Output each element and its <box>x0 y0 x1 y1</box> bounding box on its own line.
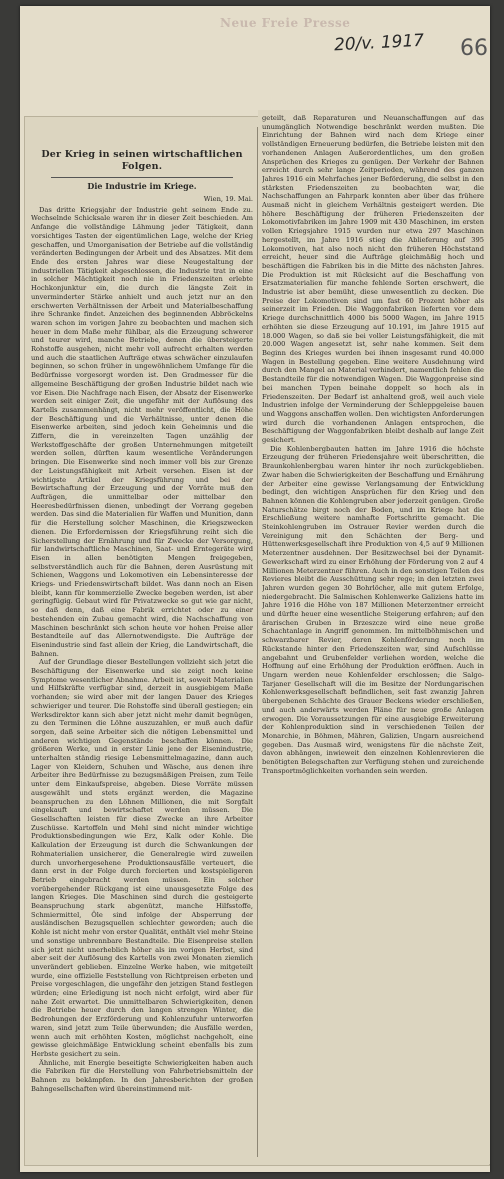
title-rule <box>51 177 233 178</box>
right-clipping <box>258 110 490 1164</box>
paragraph: Die Kohlenbergbauten hatten im Jahre 1916 die höchste Erzeugung der früheren Friedensjahre weit überschritten, die Braunkohlenbergbau waren hinter ihr noch zurückgeblieben. Zwar haben die Schwierigkeiten der Beschaffung und Ernährung der Arbeiter eine gewisse Verlangsamung der Entwicklung bedingt, den wichtigen Ansprüchen für den Krieg und den Bahnen können die Kohlengruben aber jederzeit genügen. Große Naturschätze birgt noch der Boden, und im Kriege hat die Erschließung weitere namhafte Fortschritte gemacht. Die Steinkohlengruben im Ostrauer Revier werden durch die Vereinigung mit den Schächten der Berg- und Hüttenwerksgesellschaft ihre Produktion von 4,5 auf 9 Millionen Meterzentner ausdehnen. Der Besitzwechsel bei der Dynamit-Gewerkschaft wird zu einer Erhöhung der Förderung von 2 auf 4 Millionen Meterzentner führen. Auch in den sonstigen Teilen des Revieres bleibt die Ausschüttung sehr rege; in den letzten zwei Jahren wurden gegen 30 Bohrlöcher, alle mit gutem Erfolge, niedergebracht. Die Salmischen Kohlenwerke Galiziens hatte im Jahre 1916 die Höhe von 187 Millionen Meterzentner erreicht und dürfte heuer eine wesentliche Steigerung erfahren; auf den ärarischen Gruben in Brzeszcze wird eine neue große Schachtanlage in Angriff genommen. Im mittelböhmischen und schwarzbarer Revier, deren Kohlenförderung noch im Rückstande hinter den Friedenszeiten war, sind Aufschlüsse angebahnt und Grubenfelder verliehen worden, welche die Hoffnung auf eine Erhöhung der Produktion eröffnen. Auch in Ungarn werden neue Kohlenfelder erschlossen; die Salgo-Tarjaner Gesellschaft will die im Besitze der Nordungarischen Kohlenwerksgesellschaft befindlichen, seit fast zwanzig Jahren übergebenen Schächte des Grauer Beckens wieder erschließen, und auch anderwärts werden Pläne für neue große Anlagen erwogen. Die Voraussetzungen für eine ausgiebige Erweiterung der Kohlenproduktion sind in verschiedenen Teilen der Monarchie, in Böhmen, Mähren, Galizien, Ungarn ausreichend gegeben. Das Ausmaß wird, wenigstens für die nächste Zeit, davon abhängen, inwieweit den einzelnen Kohlenrevieren die benötigten Belegschaften zur Verfügung stehen und zureichende Transportmöglichkeiten vorhanden sein werden. <box>262 444 484 775</box>
dateline: Wien, 19. Mai. <box>203 195 253 204</box>
paragraph: Auf der Grundlage dieser Bestellungen vollzieht sich jetzt die Beschäftigung der Eisenwerke und sie zeigt noch keine Symptome wesentlicher Abnahme. Arbeit ist, soweit Materialien und Hilfskräfte verfügbar sind, derzeit in ausgiebigem Maße vorhanden; sie wird aber mit der langen Dauer des Krieges schwieriger und teurer. Die Rohstoffe sind überall gestiegen; ein Werksdirektor kann sich aber jetzt nicht mehr damit begnügen, zu den Terminen die Löhne auszuzahlen, er muß auch dafür sorgen, daß seine Arbeiter sich die nötigen Lebensmittel und anderen wichtigen Gegenstände beschaffen können. Die größeren Werke, und in erster Linie jene der Eisenindustrie, unterhalten ständig riesige Lebensmittelmagazine, dann auch Lager von Kleidern, Schuhen und Wäsche, aus denen ihre Arbeiter ihre Bedürfnisse zu bezugsmäßigen Preisen, zum Teile unter dem Einkaufspreise, abgeben. Diese Vorräte müssen ausgewählt und stets ergänzt werden, die Magazine beanspruchen zu den Löhnen Millionen, die mit Sorgfalt eingekauft und bewirtschaftet werden müssen. Die Gesellschaften leisten für diese Zwecke an ihre Arbeiter Zuschüsse. Kartoffeln und Mehl sind nicht minder wichtige Produktionsbedingungen wie Erz, Kalk oder Kohle. Die Kalkulation der Erzeugung ist durch die Schwankungen der Rohmaterialien unsicherer, die Generalregie wird zuweilen durch unvorhergesehene Produktionsausfälle verteuert, die dann erst in der Folge durch forcierten und kostspieligeren Betrieb eingebracht werden müssen. Ein solcher vorübergehender Rückgang ist eine unausgesetzte Folge des langen Krieges. Die Maschinen sind durch die gesteigerte Beanspruchung stark abgenützt, manche Hilfsstoffe, Schmiermittel, Öle sind infolge der Absperrung der ausländischen Bezugsquellen schlechter geworden; auch die Kohle ist nicht mehr von erster Qualität, enthält viel mehr Steine und sonstige unbrennbare Bestandteile. Die Eisenpreise stellen sich jetzt nicht unerheblich höher als im vorigen Herbst, sind aber seit der Auflösung des Kartells von zwei Monaten ziemlich unverändert geblieben. Einzelne Werke haben, wie mitgeteilt wurde, eine offizielle Feststellung von Richtpreisen erbeten und Preise vorgeschlagen, die ungefähr den jetzigen Stand festlegen würden; eine Erledigung ist noch nicht erfolgt, wird aber für nahe Zeit erwartet. Die unmittelbaren Schwierigkeiten, denen die Betriebe heuer durch den langen strengen Winter, die Bedrohungen der Erzförderung und Kohlenzufuhr unterworfen waren, sind jetzt zum Teile überwunden; die Ausfälle werden, wenn auch mit erhöhten Kosten, möglichst nachgeholt, eine gewisse gleichmäßige Entwicklung scheint ebenfalls bis zum Herbste gesichert zu sein. <box>31 658 253 1058</box>
left-column <box>31 123 253 1159</box>
paragraph: geteilt, daß Reparaturen und Neuanschaffungen auf das unumgänglich Notwendige beschränkt werden mußten. Die Einrichtung der Bahnen wird nach dem Kriege einer vollständigen Erneuerung bedürfen, die Betriebe leisten mit den vorhandenen Anlagen Außerordentliches, um den großen Ansprüchen des Krieges zu genügen. Der Verkehr der Bahnen erreicht durch sehr lange Zeitperioden, während des ganzen Jahres 1916 ein Mehrfaches jener Beförderung, die selbst in den stärksten Friedenszeiten zu beobachten war, die Nachschaffungen an Fahrpark konnten aber über das frühere Ausmaß nicht in gleichem Verhältnis gesteigert werden. Die höhere Beschäftigung der früheren Friedenszeiten der Lokomotivfabriken im Jahre 1909 mit 430 Maschinen, im ersten vollen Kriegsjahre 1915 wurden nur etwa 297 Maschinen hergestellt, im Jahre 1916 stieg die Ablieferung auf 395 Lokomotiven, hat also noch nicht den früheren Höchststand erreicht, heuer sind die Aufträge gleichmäßig hoch und beschäftigen die Fabriken bis in die Mitte des nächsten Jahres. Die Produktion ist mit Rücksicht auf die Beschaffung von Ersatzmaterialien für manche fehlende Sorten erschwert, die Industrie ist aber bemüht, diese unwesentlich zu decken. Die Preise der Lokomotiven sind um fast 60 Prozent höher als seinerzeit im Frieden. Die Waggonfabriken lieferten vor dem Kriege durchschnittlich 4000 bis 5000 Wagen, im Jahre 1915 erhöhten sie diese Erzeugung auf 10.191, im Jahre 1915 auf 18.000 Wagen, so daß sie bei voller Leistungsfähigkeit, die mit 20.000 Wagen angesetzt ist, sehr nahe kommen. Seit dem Beginn des Krieges wurden bei ihnen insgesamt rund 40.000 Wagen in Bestellung gegeben. Eine weitere Ausdehnung wird durch den Mangel an Material verhindert, namentlich fehlen die Bestandteile für die notwendigen Wagen. Die Waggonpreise sind bei manchen Typen beinahe doppelt so hoch als in Friedenszeiten. Der Bedarf ist anhaltend groß, weil auch viele Industrien infolge der Verminderung der Schleppgeleise bauen und Waggons anschaffen wollen. Den wichtigsten Anforderungen wird durch die vorhandenen Anlagen entsprochen, die Beschäftigung der Waggonfabriken bleibt deshalb auf lange Zeit gesichert. <box>262 114 484 445</box>
paragraph: Das dritte Kriegsjahr der Industrie geht seinem Ende zu. Wechselnde Schicksale waren ihr in dieser Zeit beschieden. Am Anfange die vollständige Lähmung jeder Tätigkeit, dann vorsichtiges Tasten der eigentümlichen Lage, welche der Krieg geschaffen, und Umorganisation der Betriebe auf die vollständig veränderten Bedingungen der Arbeit und des Absatzes. Mit dem Ende des ersten Jahres war diese Neugestaltung der industriellen Tätigkeit abgeschlossen, die Industrie trat in eine in solcher Mächtigkeit noch nie in Friedenszeiten erlebte Hochkonjunktur ein, die durch die längste Zeit in unverminderter Stärke anhielt und auch jetzt nur an den erschwerten Verhältnissen der Arbeit und Materialbeschaffung ihre Schranke findet. Anzeichen des beginnenden Abbröckelns waren schon im vorigen Jahre zu beobachten und machen sich heuer in dem Maße mehr fühlbar, als die Erzeugung schwerer und teurer wird, manche Betriebe, denen die übersteigerte Rohstoffe ausgehen, nicht mehr voll aufrecht erhalten werden und auch die staatlichen Aufträge etwas schwächer einzulaufen beginnen, so schon früher in ungewöhnlichem Umfange für die Bedürfnisse vorgesorgt worden ist. Den Gradmesser für die allgemeine Beschäftigung der großen Industrie bildet nach wie vor Eisen. Die Nachfrage nach Eisen, der Absatz der Eisenwerke werden seit einiger Zeit, die ungefähr mit der Auflösung des Kartells zusammenhängt, nicht mehr veröffentlicht, die Höhe der Beschäftigung und die Verhältnisse, unter denen die Eisenwerke arbeiten, sind jedoch kein Geheimnis und die Ziffern, die in vereinzelten Tagen unzählig der Werkstoffgeschäfte der großen Unternehmungen mitgeteilt werden sollen, dürften kaum wesentliche Veränderungen bringen. Die Eisenwerke sind noch immer voll bis zur Grenze der Leistungsfähigkeit mit Arbeit versehen. Eisen ist der wichtigste Artikel der Kriegsführung und bei der Bewirtschaftung der Erzeugung und der Vorräte muß den Aufträgen, die unmittelbar oder mittelbar den Heeresbedürfnissen dienen, unbedingt der Vorrang gegeben werden. Das sind die Materialien für Waffen und Munition, dann für die Herstellung solcher Maschinen, die Kriegszwecken dienen. Die Erfordernissen der Kriegsführung reiht sich die Sicherstellung der Ernährung und für Zwecke der Versorgung, für landwirtschaftliche Maschinen, Saat- und Erntegeräte wird Eisen in allen benötigten Mengen freigegeben, selbstverständlich auch für die Bahnen, deren Ausrüstung mit Schienen, Waggons und Lokomotiven ein Lebensinteresse der Kriegs- und Friedenswirtschaft bildet. Was dann noch an Eisen bleibt, kann für kommerzielle Zwecke begeben werden, ist aber geringfügig. Gebaut wird für Privatzwecke so gut wie gar nicht, so daß denn, daß eine Fabrik errichtet oder zu einer bestehenden ein Zubau gemacht wird, die Nachschaffung von Maschinen beschränkt sich schon heute vor hohen Preise aller Bestandteile auf das Allernotwendigste. Die Aufträge der Eisenindustrie sind fast allein der Krieg, die Landwirtschaft, die Bahnen. <box>31 205 253 658</box>
handwritten-date: 20/v. 1917 <box>333 30 425 56</box>
right-column <box>262 114 484 1158</box>
article-title: Der Krieg in seinen wirtschaftlichen Folgen. <box>41 149 243 173</box>
newspaper-stamp: Neue Freie Presse <box>220 16 351 30</box>
paragraph: Ähnliche, mit Energie beseitigte Schwierigkeiten haben auch die Fabriken für die Herstellung von Fahrbetriebsmitteln der Bahnen zu bekämpfen. In den Jahresberichten der großen Bahngesellschaften wird übereinstimmend mit- <box>31 1058 253 1093</box>
handwritten-number: 66 <box>460 36 488 61</box>
article-subtitle: Die Industrie im Kriege. <box>87 180 197 191</box>
